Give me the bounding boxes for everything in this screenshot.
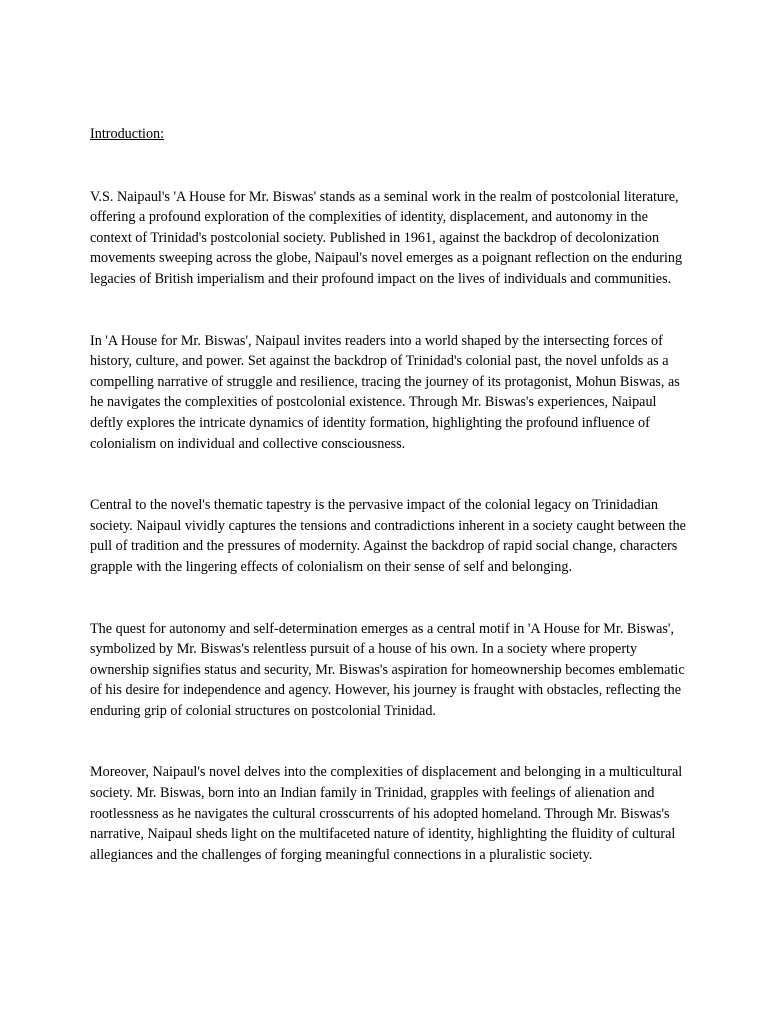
document-body <box>90 124 686 865</box>
paragraph-2: In 'A House for Mr. Biswas', Naipaul invites readers into a world shaped by the intersecting forces of history, culture, and power. Set against the backdrop of Trinidad's colonial past, the novel unfolds as a compelling narrative of struggle and resilience, tracing the journey of its protagonist, Mohun Biswas, as he navigates the complexities of postcolonial existence. Through Mr. Biswas's experiences, Naipaul deftly explores the intricate dynamics of identity formation, highlighting the profound influence of colonialism on individual and collective consciousness. <box>90 332 680 452</box>
paragraph-3: Central to the novel's thematic tapestry is the pervasive impact of the colonial legacy on Trinidadian society. Naipaul vividly captures the tensions and contradictions inherent in a society caught between the pull of tradition and the pressures of modernity. Against the backdrop of rapid social change, characters grapple with the lingering effects of colonialism on their sense of self and belonging. <box>90 497 686 575</box>
paragraph-5: Moreover, Naipaul's novel delves into the complexities of displacement and belonging in a multicultural society. Mr. Biswas, born into an Indian family in Trinidad, grapples with feelings of alienation and rootlessness as he navigates the cultural crosscurrents of his adopted homeland. Through Mr. Biswas's narrative, Naipaul sheds light on the multifaceted nature of identity, highlighting the fluidity of cultural allegiances and the challenges of forging meaningful connections in a pluralistic society. <box>90 764 683 863</box>
paragraph-4: The quest for autonomy and self-determination emerges as a central motif in 'A House for Mr. Biswas', symbolized by Mr. Biswas's relentless pursuit of a house of his own. In a society where property ownership signifies status and security, Mr. Biswas's aspiration for homeownership becomes emblematic of his desire for independence and agency. However, his journey is fraught with obstacles, reflecting the enduring grip of colonial structures on postcolonial Trinidad. <box>90 620 685 719</box>
section-heading: Introduction: <box>90 126 165 142</box>
paragraph-1: V.S. Naipaul's 'A House for Mr. Biswas' stands as a seminal work in the realm of postcolonial literature, offering a profound exploration of the complexities of identity, displacement, and autonomy in the context of Trinidad's postcolonial society. Published in 1961, against the backdrop of decolonization movements sweeping across the globe, Naipaul's novel emerges as a poignant reflection on the enduring legacies of British imperialism and their profound impact on the lives of individuals and communities. <box>90 188 683 287</box>
